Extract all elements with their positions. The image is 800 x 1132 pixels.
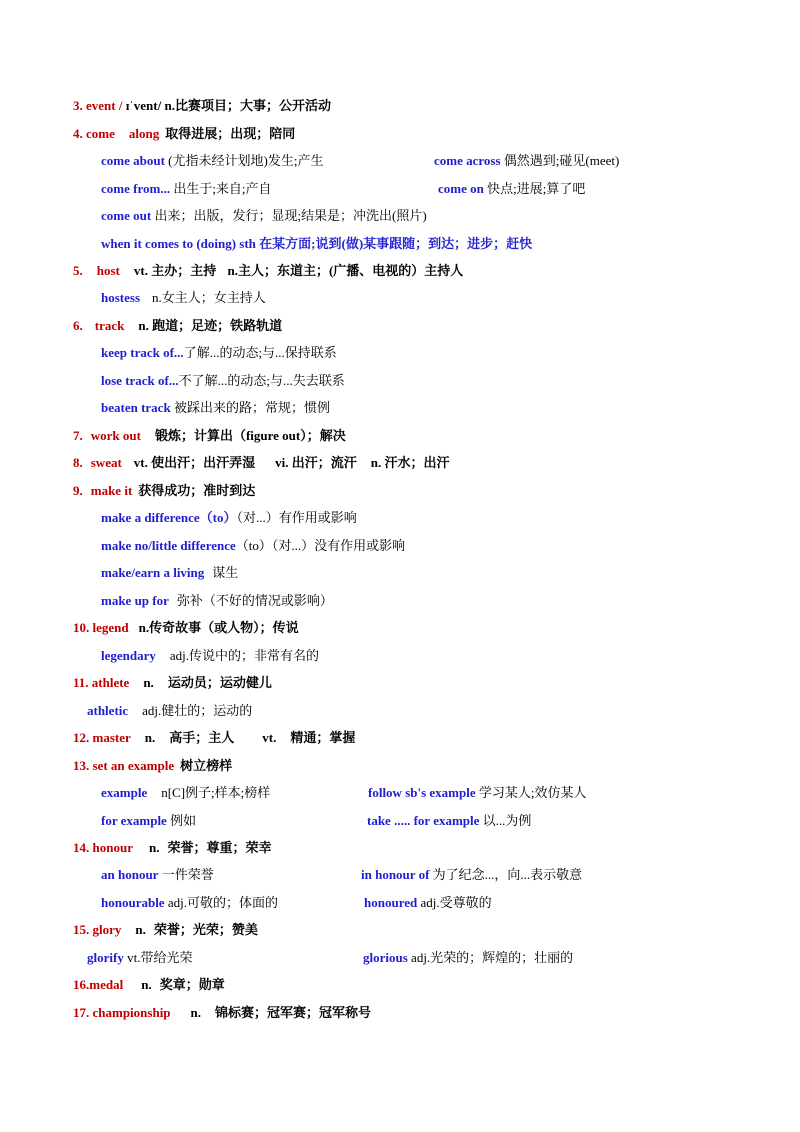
entry-word: make it bbox=[90, 483, 133, 498]
definition: n. bbox=[135, 922, 146, 937]
phrase-definition: 例如 bbox=[166, 813, 197, 828]
definition-4: 精通；掌握 bbox=[290, 730, 356, 745]
definition: vt. 使出汗；出汗弄湿 bbox=[133, 455, 256, 470]
phrase-term: an honour bbox=[101, 867, 159, 882]
phrase-definition: (尤指未经计划地)发生;产生 bbox=[164, 153, 324, 168]
definition: 获得成功；准时到达 bbox=[138, 483, 256, 498]
phrase bbox=[364, 895, 492, 911]
phrase-definition: 在某方面;说到(做)某事跟随；到达；进步；赶快 bbox=[255, 236, 533, 251]
phrase bbox=[101, 373, 345, 389]
definition-2: n.主人；东道主；(广播、电视的）主持人 bbox=[227, 263, 464, 278]
phrase-term: make a difference（to） bbox=[101, 510, 237, 525]
entry-number-word: 13. set an example bbox=[73, 758, 175, 773]
phrase bbox=[101, 648, 319, 664]
entry-5 bbox=[73, 263, 463, 279]
phrase-term: come across bbox=[434, 153, 501, 168]
entry-number-word: 17. championship bbox=[73, 1005, 171, 1020]
entry-word: along bbox=[128, 126, 160, 141]
entry-number-word: 10. legend bbox=[73, 620, 129, 635]
definition: 锻炼；计算出（figure out）；解决 bbox=[154, 428, 346, 443]
phrase bbox=[101, 813, 196, 829]
phrase bbox=[87, 950, 192, 966]
definition: vt. 主办；主持 bbox=[133, 263, 220, 278]
definition-3: n. 汗水；出汗 bbox=[370, 455, 450, 470]
definition-2: vi. 出汗；流汗 bbox=[275, 455, 357, 470]
phrase-definition: 为了纪念...，向...表示敬意 bbox=[429, 867, 583, 882]
phrase-term: for example bbox=[101, 813, 167, 828]
phrase-definition: 偶然遇到;碰见(meet) bbox=[500, 153, 620, 168]
phrase bbox=[101, 538, 405, 554]
phrase bbox=[101, 895, 278, 911]
entry-number-word: 14. honour bbox=[73, 840, 133, 855]
phrase-term: make no/little difference bbox=[101, 538, 236, 553]
definition: 树立榜样 bbox=[180, 758, 233, 773]
phrase-term: glorious bbox=[363, 950, 408, 965]
phrase-definition: adj.受尊敬的 bbox=[417, 895, 492, 910]
entry-number: 8. bbox=[73, 455, 83, 470]
phrase-term: lose track of... bbox=[101, 373, 179, 388]
phrase bbox=[101, 400, 330, 416]
phrase-term: make up for bbox=[101, 593, 169, 608]
entry-17 bbox=[73, 1005, 371, 1021]
phrase-term: beaten track bbox=[101, 400, 171, 415]
phrase bbox=[101, 153, 323, 169]
phrase-term: hostess bbox=[101, 290, 141, 305]
phrase-definition: （to）（对...）没有作用或影响 bbox=[235, 538, 406, 553]
definition: 取得进展；出现；陪同 bbox=[165, 126, 296, 141]
phrase bbox=[101, 785, 270, 801]
definition: n. bbox=[141, 977, 152, 992]
phrase-definition: 弥补（不好的情况或影响） bbox=[176, 593, 333, 608]
phrase-term: honoured bbox=[364, 895, 418, 910]
phrase-definition: （对...）有作用或影响 bbox=[236, 510, 357, 525]
phrase-term: example bbox=[101, 785, 148, 800]
phrase-term: take ..... for example bbox=[367, 813, 480, 828]
entry-9 bbox=[73, 483, 255, 499]
definition: n. bbox=[143, 675, 154, 690]
phrase-definition: 学习某人;效仿某人 bbox=[475, 785, 587, 800]
entry-6 bbox=[73, 318, 282, 334]
entry-number-word: 11. athlete bbox=[73, 675, 130, 690]
phrase bbox=[101, 867, 214, 883]
entry-4 bbox=[73, 126, 295, 142]
phrase-definition: 谋生 bbox=[212, 565, 239, 580]
phrase bbox=[101, 236, 532, 252]
phrase-definition: 以...为例 bbox=[479, 813, 532, 828]
definition-2: 荣誉；尊重；荣幸 bbox=[167, 840, 272, 855]
entry-11 bbox=[73, 675, 272, 691]
phrase-term: keep track of... bbox=[101, 345, 184, 360]
definition: n. bbox=[190, 1005, 202, 1020]
phrase-term: make/earn a living bbox=[101, 565, 205, 580]
definition-2: 奖章；勋章 bbox=[159, 977, 225, 992]
phrase-term: come on bbox=[438, 181, 484, 196]
definition-3: vt. bbox=[262, 730, 277, 745]
phrase-term: when it comes to (doing) sth bbox=[101, 236, 256, 251]
phrase-definition: adj.光荣的；辉煌的；壮丽的 bbox=[407, 950, 574, 965]
phrase bbox=[101, 181, 272, 197]
phrase-term: come out bbox=[101, 208, 152, 223]
entry-word: track bbox=[94, 318, 125, 333]
phrase bbox=[101, 208, 427, 224]
phrase bbox=[368, 785, 587, 801]
phrase bbox=[438, 181, 585, 197]
entry-16 bbox=[73, 977, 225, 993]
entry-15 bbox=[73, 922, 258, 938]
entry-3 bbox=[73, 98, 331, 114]
entry-number: 6. bbox=[73, 318, 83, 333]
entry-10 bbox=[73, 620, 299, 636]
entry-number-word: 12. master bbox=[73, 730, 131, 745]
phrase bbox=[101, 290, 266, 306]
entry-14 bbox=[73, 840, 271, 856]
entry-word: sweat bbox=[90, 455, 122, 470]
definition-2: 荣誉；光荣；赞美 bbox=[153, 922, 258, 937]
phrase-definition: 出生于;来自;产自 bbox=[170, 181, 272, 196]
entry-number-word: 3. event / bbox=[73, 98, 123, 113]
phrase bbox=[367, 813, 531, 829]
phrase-definition: n.女主人；女主持人 bbox=[152, 290, 266, 305]
phrase-definition: vt.带给光荣 bbox=[123, 950, 193, 965]
entry-number-word: 4. come bbox=[73, 126, 115, 141]
entry-8 bbox=[73, 455, 450, 471]
phrase-term: athletic bbox=[87, 703, 129, 718]
phrase bbox=[434, 153, 619, 169]
phrase bbox=[87, 703, 252, 719]
definition: n. 跑道；足迹；铁路轨道 bbox=[138, 318, 283, 333]
entry-number: 5. bbox=[73, 263, 83, 278]
phrase bbox=[101, 345, 337, 361]
entry-12 bbox=[73, 730, 355, 746]
phrase-definition: n[C]例子;样本;榜样 bbox=[161, 785, 271, 800]
phrase-term: follow sb's example bbox=[368, 785, 476, 800]
definition: n.比赛项目；大事；公开活动 bbox=[164, 98, 331, 113]
phrase-definition: 快点;进展;算了吧 bbox=[483, 181, 586, 196]
phrase-definition: 不了解...的动态;与...失去联系 bbox=[178, 373, 345, 388]
phrase-term: legendary bbox=[101, 648, 156, 663]
entry-number: 9. bbox=[73, 483, 83, 498]
phrase-definition: adj.传说中的；非常有名的 bbox=[169, 648, 320, 663]
phrase-term: come about bbox=[101, 153, 165, 168]
phrase-term: come from... bbox=[101, 181, 171, 196]
entry-word: host bbox=[96, 263, 120, 278]
phrase-term: honourable bbox=[101, 895, 165, 910]
phrase-term: glorify bbox=[87, 950, 124, 965]
pronunciation: ɪˈvent/ bbox=[122, 98, 165, 113]
phrase-definition: 出来；出版，发行；显现;结果是；冲洗出(照片) bbox=[151, 208, 427, 223]
entry-word: work out bbox=[90, 428, 141, 443]
definition: n. bbox=[148, 840, 160, 855]
phrase-definition: 一件荣誉 bbox=[158, 867, 214, 882]
phrase-term: in honour of bbox=[361, 867, 430, 882]
phrase-definition: adj.可敬的；体面的 bbox=[164, 895, 278, 910]
phrase bbox=[101, 565, 238, 581]
phrase bbox=[363, 950, 573, 966]
definition: n.传奇故事（或人物）；传说 bbox=[138, 620, 299, 635]
definition-2: 高手；主人 bbox=[169, 730, 235, 745]
entry-number-word: 15. glory bbox=[73, 922, 122, 937]
phrase-definition: adj.健壮的；运动的 bbox=[142, 703, 253, 718]
definition: n. bbox=[144, 730, 156, 745]
entry-7 bbox=[73, 428, 346, 444]
phrase bbox=[101, 593, 333, 609]
definition-2: 锦标赛；冠军赛；冠军称号 bbox=[215, 1005, 372, 1020]
phrase-definition: 被踩出来的路；常规；惯例 bbox=[170, 400, 330, 415]
phrase-definition: 了解...的动态;与...保持联系 bbox=[183, 345, 337, 360]
definition-2: 运动员；运动健儿 bbox=[167, 675, 272, 690]
entry-number-word: 16.medal bbox=[73, 977, 124, 992]
phrase bbox=[361, 867, 582, 883]
phrase bbox=[101, 510, 357, 526]
entry-number: 7. bbox=[73, 428, 83, 443]
entry-13 bbox=[73, 758, 232, 774]
